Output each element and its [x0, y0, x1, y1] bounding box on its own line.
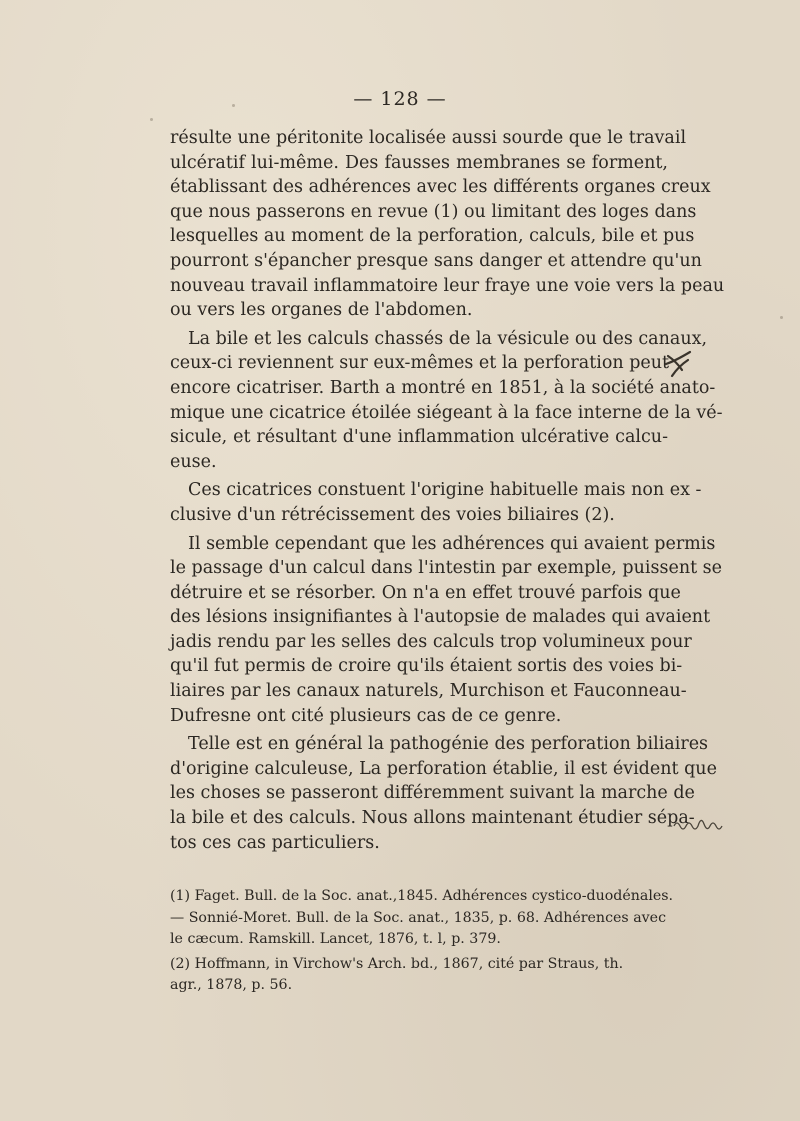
text-line: détruire et se résorber. On n'a en effet trouvé parfois que: [170, 582, 681, 603]
ink-mark-icon: [664, 350, 694, 382]
footnote-line: (1) Faget. Bull. de la Soc. anat.,1845. Adhérences cystico-duodénales.: [170, 888, 674, 904]
footnote-2: [170, 954, 668, 997]
text-line: encore cicatriser. Barth a montré en 1851, à la société anato-: [170, 377, 716, 398]
paragraph: [170, 327, 723, 475]
text-line: Telle est en général la pathogénie des perforation biliaires: [188, 734, 709, 755]
paper-speck: [150, 118, 153, 121]
paragraph: [170, 532, 723, 729]
text-line: résulte une péritonite localisée aussi sourde que le travail: [170, 128, 687, 148]
footnote-line: (2) Hoffmann, in Virchow's Arch. bd., 1867, cité par Straus, th.: [170, 955, 624, 972]
footnote-line: agr., 1878, p. 56.: [170, 977, 293, 993]
handwritten-scribble-icon: [672, 812, 728, 836]
footnote-line: — Sonnié-Moret. Bull. de la Soc. anat., 1835, p. 68. Adhérences avec: [170, 909, 667, 926]
text-line: tos ces cas particuliers.: [170, 832, 380, 853]
text-line: pourront s'épancher presque sans danger et attendre qu'un: [170, 250, 702, 271]
text-line: des lésions insignifiantes à l'autopsie de malades qui avaient: [170, 607, 711, 628]
text-line: clusive d'un rétrécissement des voies biliaires (2).: [170, 504, 615, 525]
text-line: Ces cicatrices constuent l'origine habituelle mais non ex -: [188, 480, 702, 501]
text-line: euse.: [170, 451, 217, 472]
text-line: Dufresne ont cité plusieurs cas de ce genre.: [170, 705, 562, 726]
paper-speck: [780, 316, 783, 319]
text-line: la bile et des calculs. Nous allons maintenant étudier sépa-: [170, 808, 695, 829]
page-number: — 128 —: [353, 88, 447, 110]
text-line: ou vers les organes de l'abdomen.: [170, 300, 473, 321]
footnotes: [170, 886, 674, 997]
text-line: nouveau travail inflammatoire leur fraye une voie vers la peau: [170, 275, 725, 296]
text-line: ceux-ci reviennent sur eux-mêmes et la perforation peut: [170, 353, 670, 374]
text-line: Il semble cependant que les adhérences qui avaient permis: [188, 533, 716, 554]
text-line: que nous passerons en revue (1) ou limitant des loges dans: [170, 201, 697, 222]
footnote-1: [170, 886, 674, 951]
text-line: sicule, et résultant d'une inflammation ulcérative calcu-: [170, 427, 668, 448]
text-line: La bile et les calculs chassés de la vésicule ou des canaux,: [188, 328, 708, 349]
paper-speck: [232, 104, 235, 107]
text-line: mique une cicatrice étoilée siégeant à la face interne de la vé-: [170, 402, 723, 423]
text-line: qu'il fut permis de croire qu'ils étaient sortis des voies bi-: [170, 656, 683, 677]
text-line: les choses se passeront différemment suivant la marche de: [170, 783, 695, 804]
text-line: liaires par les canaux naturels, Murchison et Fauconneau-: [170, 681, 687, 702]
body-text: [170, 126, 725, 855]
paragraph: [170, 478, 702, 527]
paragraph: [170, 732, 717, 855]
text-line: lesquelles au moment de la perforation, calculs, bile et pus: [170, 226, 695, 247]
paragraph: [170, 126, 725, 323]
text-line: établissant des adhérences avec les différents organes creux: [170, 177, 711, 198]
footnote-line: le cæcum. Ramskill. Lancet, 1876, t. l, p. 379.: [170, 931, 501, 947]
text-line: le passage d'un calcul dans l'intestin par exemple, puissent se: [170, 558, 723, 579]
text-line: ulcératif lui-même. Des fausses membranes se forment,: [170, 152, 668, 173]
text-line: d'origine calculeuse, La perforation établie, il est évident que: [170, 758, 717, 779]
text-line: jadis rendu par les selles des calculs trop volumineux pour: [170, 631, 692, 652]
